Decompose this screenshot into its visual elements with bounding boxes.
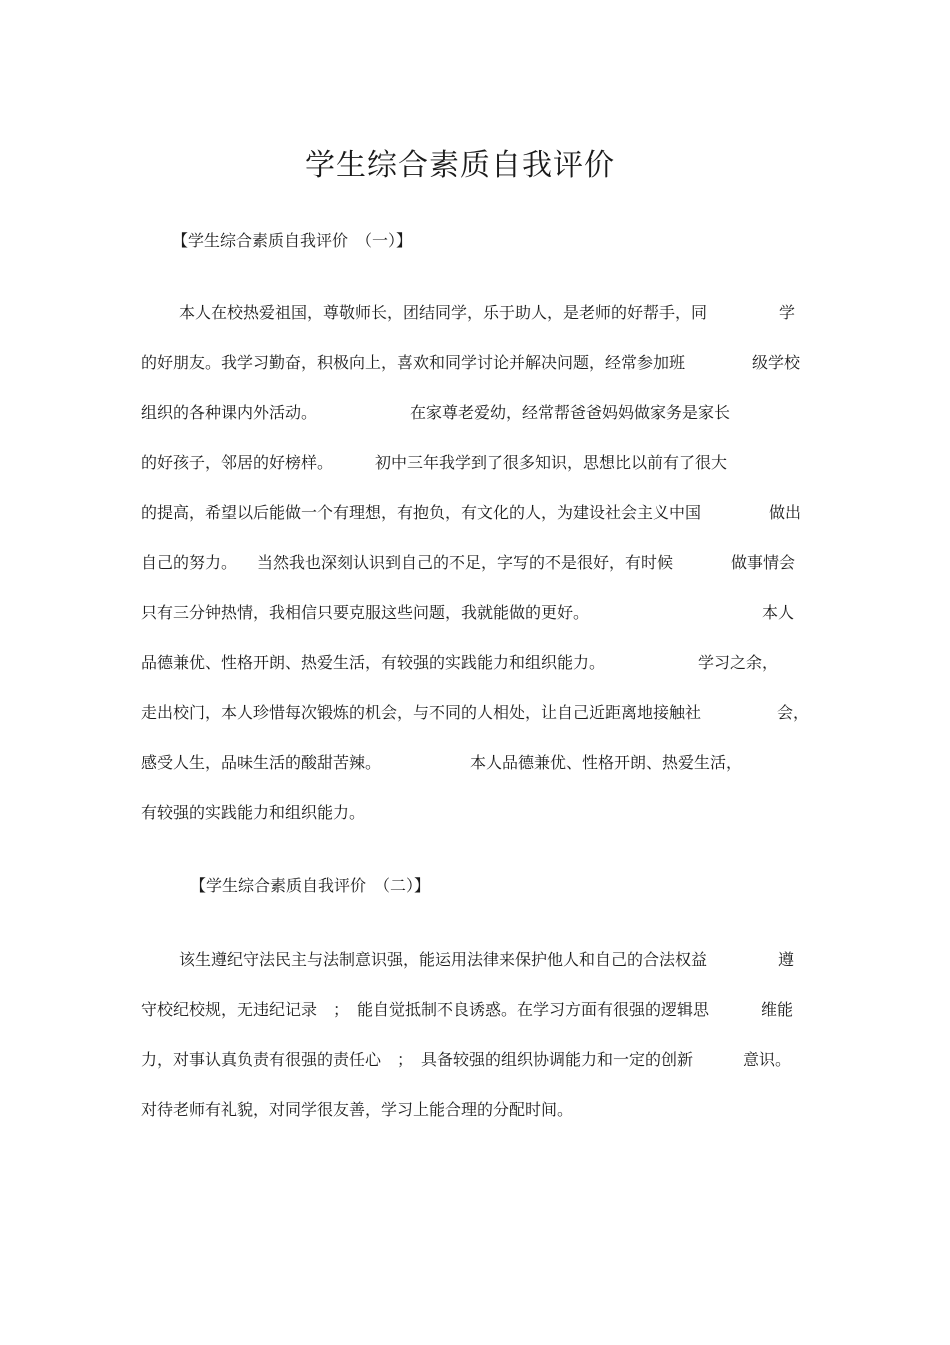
text-segment: 维能	[761, 1000, 794, 1019]
text-segment: 级学校	[752, 353, 801, 372]
text-segment: 在家尊老爱幼，经常帮爸爸妈妈做家务是家长	[410, 403, 731, 422]
text-segment: 的提高，希望以后能做一个有理想，有抱负，有文化的人，为建设社会主义中国	[141, 503, 702, 522]
text-segment: 当然我也深刻认识到自己的不足，字写的不是很好，有时候	[257, 553, 674, 572]
text-segment: 本人在校热爱祖国，尊敬师长，团结同学，乐于助人，是老师的好帮手，同	[179, 303, 708, 322]
text-segment: 感受人生，品味生活的酸甜苦辣。	[141, 753, 382, 772]
text-segment: 自己的努力。	[141, 553, 238, 572]
text-segment: 本人	[762, 603, 795, 622]
document-title: 学生综合素质自我评价	[305, 148, 615, 183]
text-segment: 意识。	[743, 1050, 792, 1069]
text-segment: 初中三年我学到了很多知识，思想比以前有了很大	[375, 453, 728, 472]
text-segment: 有较强的实践能力和组织能力。	[141, 803, 366, 822]
text-segment: 对待老师有礼貌，对同学很友善，学习上能合理的分配时间。	[141, 1100, 574, 1119]
section-heading-2: 【学生综合素质自我评价 （二）】	[190, 876, 431, 895]
text-segment: 本人品德兼优、性格开朗、热爱生活，	[470, 753, 743, 772]
text-segment: 的好孩子，邻居的好榜样。	[141, 453, 334, 472]
text-segment: 走出校门，本人珍惜每次锻炼的机会，与不同的人相处，让自己近距离地接触社	[141, 703, 702, 722]
text-segment: 该生遵纪守法民主与法制意识强，能运用法律来保护他人和自己的合法权益	[179, 950, 708, 969]
text-segment: 品德兼优、性格开朗、热爱生活，有较强的实践能力和组织能力。	[141, 653, 606, 672]
text-segment: 守校纪校规，无违纪记录 ； 能自觉抵制不良诱惑。在学习方面有很强的逻辑思	[141, 1000, 710, 1019]
text-segment: 会，	[777, 703, 810, 722]
section-heading-1: 【学生综合素质自我评价 （一）】	[172, 231, 413, 250]
text-segment: 只有三分钟热情，我相信只要克服这些问题，我就能做的更好。	[141, 603, 590, 622]
text-segment: 学	[779, 303, 796, 322]
text-segment: 遵	[778, 950, 795, 969]
text-segment: 做出	[769, 503, 802, 522]
text-segment: 组织的各种课内外活动。	[141, 403, 318, 422]
text-segment: 的好朋友。我学习勤奋，积极向上，喜欢和同学讨论并解决问题，经常参加班	[141, 353, 686, 372]
text-segment: 力，对事认真负责有很强的责任心 ； 具备较强的组织协调能力和一定的创新	[141, 1050, 694, 1069]
text-segment: 做事情会	[731, 553, 796, 572]
text-segment: 学习之余，	[698, 653, 779, 672]
